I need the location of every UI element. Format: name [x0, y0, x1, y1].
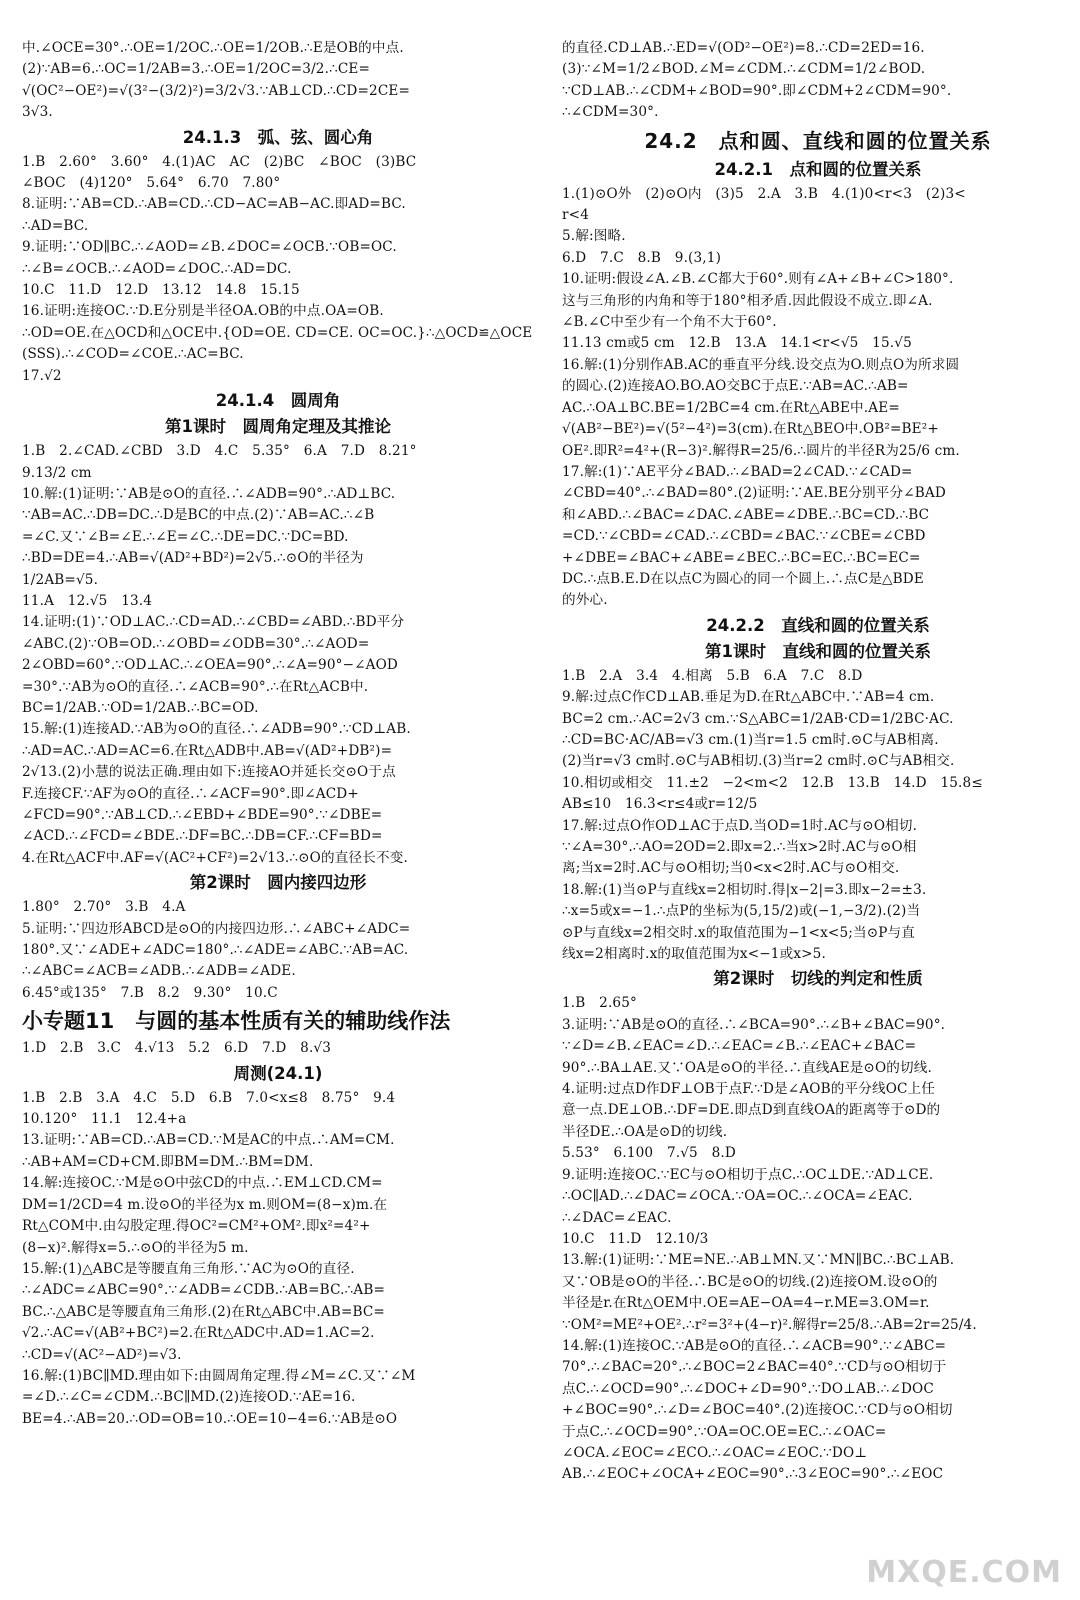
answer-line: ∴∠ADC=∠ABC=90°.∵∠ADB=∠CDB.∴AB=BC.∴AB= — [22, 1282, 386, 1299]
answer-line: (SSS).∴∠COD=∠COE.∴AC=BC. — [22, 346, 244, 363]
answer-line: (3)∵∠M=1/2∠BOD.∠M=∠CDM.∴∠CDM=1/2∠BOD. — [562, 61, 926, 78]
answer-line: 1/2AB=√5. — [22, 571, 99, 588]
answer-line: 9.解:过点C作CD⊥AB.垂足为D.在Rt△ABC中.∵AB=4 cm. — [562, 689, 935, 706]
answer-line: ∴OD=OE.在△OCD和△OCE中.{OD=OE. CD=CE. OC=OC.}∴△OCD≌△OCE — [22, 324, 533, 341]
answer-line: 1.B 2.A 3.4 4.相离 5.B 6.A 7.C 8.D — [562, 667, 863, 684]
answer-line: 16.解:(1)分别作AB.AC的垂直平分线.设交点为O.则点O为所求圆 — [562, 356, 960, 373]
answer-line: ∴∠B=∠OCB.∴∠AOD=∠DOC.∴AD=DC. — [22, 260, 292, 277]
answer-line: Rt△COM中.由勾股定理.得OC²=CM²+OM².即x²=4²+ — [22, 1218, 371, 1235]
answer-line: 10.120° 11.1 12.4+a — [22, 1111, 187, 1128]
answer-line: ∴CD=√(AC²−AD²)=√3. — [22, 1346, 182, 1363]
answer-line: 3.证明:∵AB是⊙O的直径.∴∠BCA=90°.∴∠B+∠BAC=90°. — [562, 1016, 946, 1033]
answer-line: (2)∵AB=6.∴OC=1/2AB=3.∴OE=1/2OC=3/2.∴CE= — [22, 61, 371, 78]
answer-line: 11.13 cm或5 cm 12.B 13.A 14.1<r<√5 15.√5 — [562, 335, 912, 352]
answer-line: AB≤10 16.3<r≤4或r=12/5 — [562, 796, 758, 813]
section-heading: 24.2.1 点和圆的位置关系 — [714, 159, 922, 179]
answer-line: BC.∴△ABC是等腰直角三角形.(2)在Rt△ABC中.AB=BC= — [22, 1303, 385, 1320]
answer-line: ∠BOC (4)120° 5.64° 6.70 7.80° — [22, 175, 281, 192]
answer-line: 10.解:(1)证明:∵AB是⊙O的直径.∴∠ADB=90°.∴AD⊥BC. — [22, 485, 396, 502]
answer-line: 2∠OBD=60°.∵OD⊥AC.∴∠OEA=90°.∴∠A=90°−∠AOD — [22, 657, 398, 674]
answer-line: ∴∠DAC=∠EAC. — [562, 1209, 672, 1226]
answer-line: ∴AD=AC.∴AD=AC=6.在Rt△ADB中.AB=√(AD²+DB²)= — [22, 742, 393, 759]
answer-line: √(AB²−BE²)=√(5²−4²)=3(cm).在Rt△BEO中.OB²=BE²+ — [562, 421, 939, 438]
answer-line: 5.53° 6.100 7.√5 8.D — [562, 1145, 736, 1162]
answer-line: BE=4.∴AB=20.∴OD=OB=10.∴OE=10−4=6.∵AB是⊙O — [22, 1410, 398, 1427]
answer-line: (8−x)².解得x=5.∴⊙O的半径为5 m. — [22, 1239, 249, 1256]
answer-line: r<4 — [562, 207, 589, 224]
answer-line: 90°.∴BA⊥AE.又∵OA是⊙O的半径.∴直线AE是⊙O的切线. — [562, 1059, 932, 1076]
answer-line: F.连接CF.∵AF为⊙O的直径.∴∠ACF=90°.即∠ACD+ — [22, 785, 359, 802]
answer-line: 1.D 2.B 3.C 4.√13 5.2 6.D 7.D 8.√3 — [22, 1040, 332, 1057]
answer-line: √2.∴AC=√(AB²+BC²)=2.在Rt△ADC中.AD=1.AC=2. — [22, 1325, 375, 1342]
answer-line: 6.D 7.C 8.B 9.(3,1) — [562, 249, 722, 266]
answer-line: 15.解:(1)△ABC是等腰直角三角形.∵AC为⊙O的直径. — [22, 1260, 355, 1277]
answer-line: 9.证明:∵OD∥BC.∴∠AOD=∠B.∠DOC=∠OCB.∵OB=OC. — [22, 239, 397, 256]
answer-line: +∠BOC=90°.∴∠D=∠BOC=40°.(2)连接OC.∵CD与⊙O相切 — [562, 1402, 953, 1419]
answer-line: 17.解:过点O作OD⊥AC于点D.当OD=1时.AC与⊙O相切. — [562, 817, 918, 834]
section-heading: 第1课时 直线和圆的位置关系 — [705, 641, 931, 661]
answer-line: 半径是r.在Rt△OEM中.OE=AE−OA=4−r.ME=3.OM=r. — [562, 1295, 930, 1312]
answer-line: =30°.∵AB为⊙O的直径.∴∠ACB=90°.∴在Rt△ACB中. — [22, 678, 369, 695]
answer-line: ∴∠ABC=∠ACB=∠ADB.∴∠ADB=∠ADE. — [22, 963, 296, 980]
section-heading: 第1课时 圆周角定理及其推论 — [165, 417, 391, 437]
answer-line: 13.解:(1)证明:∵ME=NE.∴AB⊥MN.又∵MN∥BC.∴BC⊥AB. — [562, 1252, 955, 1269]
answer-line: 14.解:(1)连接OC.∵AB是⊙O的直径.∴∠ACB=90°.∵∠ABC= — [562, 1337, 947, 1354]
answer-line: 10.C 11.D 12.10/3 — [562, 1230, 709, 1247]
answer-line: 17.解:(1)∵AE平分∠BAD.∴∠BAD=2∠CAD.∵∠CAD= — [562, 463, 913, 480]
site-watermark: MXQE.COM — [866, 1555, 1062, 1590]
section-heading: 24.2 点和圆、直线和圆的位置关系 — [644, 128, 992, 153]
answer-line: ∵∠A=30°.∴AO=2OD=2.即x=2.∴当x>2时.AC与⊙O相 — [562, 839, 917, 855]
answer-line: ∵∠D=∠B.∠EAC=∠D.∴∠EAC=∠B.∴∠EAC+∠BAC= — [562, 1038, 917, 1055]
answer-line: ∠OCA.∠EOC=∠ECO.∴∠OAC=∠EOC.∵DO⊥ — [562, 1444, 868, 1461]
topic-heading: 小专题11 与圆的基本性质有关的辅助线作法 — [22, 1009, 451, 1034]
answer-line: 又∵OB是⊙O的半径.∴BC是⊙O的切线.(2)连接OM.设⊙O的 — [562, 1273, 938, 1290]
answer-line: 4.在Rt△ACF中.AF=√(AC²+CF²)=2√13.∴⊙O的直径长不变. — [22, 849, 408, 866]
answer-line: 4.证明:过点D作DF⊥OB于点F.∵D是∠AOB的平分线OC上任 — [562, 1081, 936, 1098]
answer-line: (2)当r=√3 cm时.⊙C与AB相切.(3)当r=2 cm时.⊙C与AB相交. — [562, 753, 955, 770]
answer-line: √(OC²−OE²)=√(3²−(3/2)²)=3/2√3.∵AB⊥CD.∴CD=2CE= — [22, 82, 410, 99]
section-heading: 周测(24.1) — [233, 1063, 323, 1083]
answer-line: 10.C 11.D 12.D 13.12 14.8 15.15 — [22, 282, 300, 299]
answer-line: 1.B 2.60° 3.60° 4.(1)AC AC (2)BC ∠BOC (3)BC — [22, 153, 417, 170]
answer-line: 15.解:(1)连接AD.∵AB为⊙O的直径.∴∠ADB=90°.∵CD⊥AB. — [22, 721, 411, 738]
answer-line: OE².即R²=4²+(R−3)².解得R=25/6.∴圆片的半径R为25/6 cm. — [562, 442, 960, 459]
section-heading: 24.2.2 直线和圆的位置关系 — [706, 615, 930, 635]
answer-line: 1.(1)⊙O外 (2)⊙O内 (3)5 2.A 3.B 4.(1)0<r<3 (2)3< — [562, 185, 966, 202]
answer-line: 16.证明:连接OC.∵D.E分别是半径OA.OB的中点.OA=OB. — [22, 303, 384, 320]
answer-line: =CD.∵∠CBD=∠CAD.∴∠CBD=∠BAC.∵∠CBE=∠CBD — [562, 528, 926, 545]
answer-line: 17.√2 — [22, 367, 62, 384]
answer-line: ∴OC∥AD.∴∠DAC=∠OCA.∵OA=OC.∴∠OCA=∠EAC. — [562, 1188, 913, 1205]
answer-line: 离;当x=2时.AC与⊙O相切;当0<x<2时.AC与⊙O相交. — [562, 860, 900, 877]
answer-line: ∴CD=BC·AC/AB=√3 cm.(1)当r=1.5 cm时.⊙C与AB相离. — [562, 731, 939, 748]
answer-line: 14.证明:(1)∵OD⊥AC.∴CD=AD.∴∠CBD=∠ABD.∴BD平分 — [22, 614, 405, 631]
section-heading: 第2课时 切线的判定和性质 — [713, 969, 923, 989]
answer-line: 1.80° 2.70° 3.B 4.A — [22, 899, 186, 916]
answer-line: BC=1/2AB.∵OD=1/2AB.∴BC=OD. — [22, 699, 259, 716]
answer-line: 和∠ABD.∴∠BAC=∠DAC.∠ABE=∠DBE.∴BC=CD.∴BC — [562, 506, 930, 523]
answer-line: 5.证明:∵四边形ABCD是⊙O的内接四边形.∴∠ABC+∠ADC= — [22, 920, 411, 937]
answer-line: 的外心. — [562, 592, 608, 609]
answer-line: AC.∴OA⊥BC.BE=1/2BC=4 cm.在Rt△ABE中.AE= — [562, 399, 900, 416]
answer-line: ∵OM²=ME²+OE².∴r²=3²+(4−r)².解得r=25/8.∴AB=2r=25/4. — [562, 1316, 977, 1333]
answer-line: DM=1/2CD=4 m.设⊙O的半径为x m.则OM=(8−x)m.在 — [22, 1196, 388, 1213]
answer-line: ∠B.∠C中至少有一个角不大于60°. — [562, 314, 777, 331]
section-heading: 第2课时 圆内接四边形 — [189, 873, 367, 893]
answer-line: =∠C.又∵∠B=∠E.∴∠E=∠C.∴DE=DC.∵DC=BD. — [22, 528, 349, 545]
answer-line: ∵CD⊥AB.∴∠CDM+∠BOD=90°.即∠CDM+2∠CDM=90°. — [562, 82, 952, 99]
answer-line: ∴x=5或x=−1.∴点P的坐标为(5,15/2)或(−1,−3/2).(2)当 — [562, 903, 921, 920]
answer-line: 16.解:(1)BC∥MD.理由如下:由圆周角定理.得∠M=∠C.又∵∠M — [22, 1367, 416, 1384]
answer-line: ∠ABC.(2)∵OB=OD.∴∠OBD=∠ODB=30°.∴∠AOD= — [22, 635, 370, 652]
answer-line: 1.B 2.65° — [562, 995, 637, 1012]
answer-line: 6.45°或135° 7.B 8.2 9.30° 10.C — [22, 984, 278, 1001]
answer-line: 11.A 12.√5 13.4 — [22, 592, 153, 609]
answer-line: ∴AB+AM=CD+CM.即BM=DM.∴BM=DM. — [22, 1153, 314, 1170]
answer-line: ∴BD=DE=4.∴AB=√(AD²+BD²)=2√5.∴⊙O的半径为 — [22, 550, 364, 567]
answer-line: 意一点.DE⊥OB.∴DF=DE.即点D到直线OA的距离等于⊙D的 — [562, 1102, 941, 1119]
answer-line: 18.解:(1)当⊙P与直线x=2相切时.得|x−2|=3.即x−2=±3. — [562, 881, 927, 898]
answer-line: ∵AB=AC.∴DB=DC.∴D是BC的中点.(2)∵AB=AC.∴∠B — [22, 507, 375, 524]
answer-line: ∠CBD=40°.∴∠BAD=80°.(2)证明:∵AE.BE分别平分∠BAD — [562, 485, 946, 502]
answer-line: 的圆心.(2)连接AO.BO.AO交BC于点E.∵AB=AC.∴AB= — [562, 378, 909, 395]
answer-line: 这与三角形的内角和等于180°相矛盾.因此假设不成立.即∠A. — [562, 292, 933, 309]
answer-line: ⊙P与直线x=2相交时.x的取值范围为−1<x<5;当⊙P与直 — [562, 924, 916, 941]
answer-line: 9.13/2 cm — [22, 464, 92, 481]
right-column — [562, 38, 1074, 1486]
answer-line: 中.∠OCE=30°.∴OE=1/2OC.∴OE=1/2OB.∴E是OB的中点. — [22, 40, 404, 56]
answer-line: 2√13.(2)小慧的说法正确.理由如下:连接AO并延长交⊙O于点 — [22, 764, 396, 781]
answer-line: 10.证明:假设∠A.∠B.∠C都大于60°.则有∠A+∠B+∠C>180°. — [562, 271, 954, 288]
answer-line: 3√3. — [22, 104, 53, 121]
answer-line: 9.证明:连接OC.∵EC与⊙O相切于点C.∴OC⊥DE.∵AD⊥CE. — [562, 1166, 934, 1183]
left-column — [22, 38, 534, 1430]
answer-line: 180°.又∵∠ADE+∠ADC=180°.∴∠ADE=∠ABC.∵AB=AC. — [22, 942, 409, 959]
answer-line: =∠D.∴∠C=∠CDM.∴BC∥MD.(2)连接OD.∵AE=16. — [22, 1389, 356, 1406]
answer-line: 10.相切或相交 11.±2 −2<m<2 12.B 13.B 14.D 15.8≤ — [562, 774, 983, 791]
answer-line: ∠FCD=90°.∵AB⊥CD.∴∠EBD+∠BDE=90°.∵∠DBE= — [22, 807, 383, 823]
answer-line: 的直径.CD⊥AB.∴ED=√(OD²−OE²)=8.∴CD=2ED=16. — [562, 40, 925, 56]
answer-line: 1.B 2.∠CAD.∠CBD 3.D 4.C 5.35° 6.A 7.D 8.21° — [22, 443, 417, 460]
answer-line: 13.证明:∵AB=CD.∴AB=CD.∵M是AC的中点.∴AM=CM. — [22, 1132, 395, 1149]
answer-line: 70°.∴∠BAC=20°.∴∠BOC=2∠BAC=40°.∵CD与⊙O相切于 — [562, 1359, 947, 1376]
answer-line: 点C.∴∠OCD=90°.∴∠DOC+∠D=90°.∵DO⊥AB.∴∠DOC — [562, 1380, 934, 1397]
answer-line: 1.B 2.B 3.A 4.C 5.D 6.B 7.0<x≤8 8.75° 9.4 — [22, 1089, 396, 1106]
answer-line: BC=2 cm.∴AC=2√3 cm.∵S△ABC=1/2AB·CD=1/2BC·AC. — [562, 710, 954, 727]
answer-line: 8.证明:∵AB=CD.∴AB=CD.∴CD−AC=AB−AC.即AD=BC. — [22, 196, 406, 213]
answer-line: 14.解:连接OC.∵M是⊙O中弦CD的中点.∴EM⊥CD.CM= — [22, 1175, 383, 1192]
answer-line: 线x=2相离时.x的取值范围为x<−1或x>5. — [562, 946, 826, 963]
answer-line: ∴AD=BC. — [22, 217, 89, 234]
answer-line: 半径DE.∴OA是⊙D的切线. — [562, 1123, 728, 1140]
answer-line: DC.∴点B.E.D在以点C为圆心的同一个圆上.∴点C是△BDE — [562, 570, 924, 587]
answer-line: ∴∠CDM=30°. — [562, 104, 659, 121]
answer-line: 于点C.∴∠OCD=90°.∵OA=OC.OE=EC.∴∠OAC= — [562, 1423, 887, 1440]
answer-line: 5.解:图略. — [562, 228, 626, 245]
answer-line: ∠ACD.∴∠FCD=∠BDE.∴DF=BC.∴DB=CF.∴CF=BD= — [22, 828, 383, 845]
section-heading: 24.1.4 圆周角 — [215, 391, 341, 411]
answer-line: +∠DBE=∠BAC+∠ABE=∠BEC.∴BC=EC.∴BC=EC= — [562, 549, 921, 566]
section-heading: 24.1.3 弧、弦、圆心角 — [182, 127, 374, 147]
answer-line: AB.∴∠EOC+∠OCA+∠EOC=90°.∴3∠EOC=90°.∴∠EOC — [562, 1466, 944, 1483]
